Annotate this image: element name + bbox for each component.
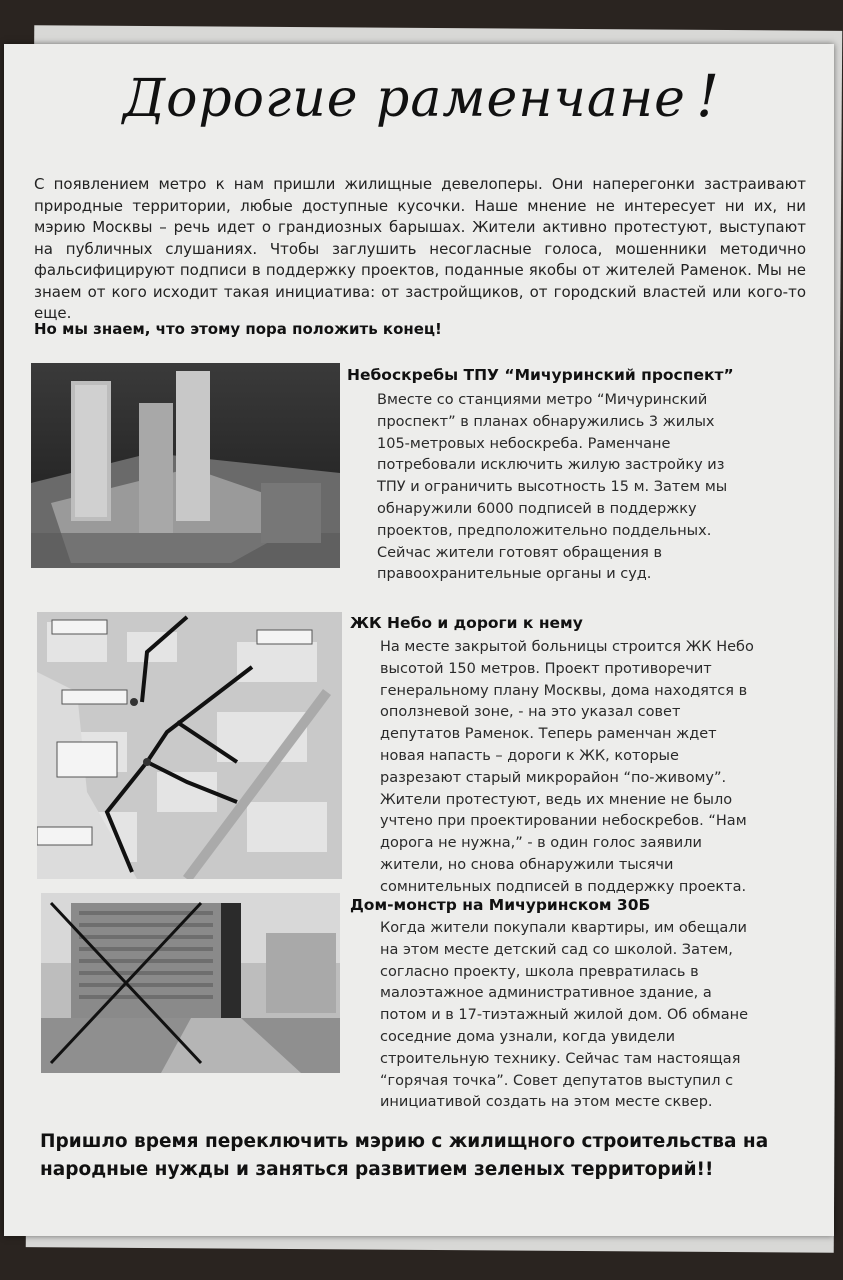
section-2-line: жители, но снова обнаружили тысячи [380, 856, 674, 873]
roads-map-image [37, 612, 342, 879]
section-2-title: ЖК Небо и дороги к нему [350, 614, 583, 632]
section-2-line: оползневой зоне, - на это указал совет [380, 704, 681, 721]
skyscrapers-render-photo [31, 363, 340, 568]
leaflet-title [0, 62, 843, 130]
section-1-line: правоохранительные органы и суд. [377, 566, 652, 583]
section-2-line: депутатов Раменок. Теперь раменчан ждет [380, 726, 717, 743]
section-3-line: малоэтажное административное здание, а [380, 985, 712, 1002]
section-2-line: На месте закрытой больницы строится ЖК Небо [380, 639, 754, 655]
section-3-line: согласно проекту, школа превратилась в [380, 963, 699, 980]
section-3-line: соседние дома узнали, когда увидели [380, 1028, 676, 1045]
section-2-line: новая напасть – дороги к ЖК, которые [380, 747, 679, 764]
section-3-title: Дом-монстр на Мичуринском 30Б [350, 896, 651, 914]
section-3-line: “горячая точка”. Совет депутатов выступил с [380, 1072, 734, 1089]
section-1-body [377, 390, 817, 586]
section-2-line: высотой 150 метров. Проект противоречит [380, 660, 712, 677]
section-3-line: Когда жители покупали квартиры, им обещали [380, 920, 747, 936]
intro-paragraph: С появлением метро к нам пришли жилищные девелоперы. Они наперегонки застраивают природные территории, любые доступные кусочки. Наше мнение не интересует ни их, ни мэрию Москвы – речь идет о грандиозных барышах. Жители активно протестуют, выступают на публичных слушаниях. Чтобы заглушить несогласные голоса, мошенники методично фальсифицируют подписи в поддержку проектов, поданные якобы от жителей Раменок. Мы не знаем от кого исходит такая инициатива: от застройщиков, от городский властей или кого-то еще. [34, 175, 806, 322]
section-1-line: Сейчас жители готовят обращения в [377, 544, 663, 561]
section-1-line: проспект” в планах обнаружились 3 жилых [377, 413, 715, 430]
section-2-line: сомнительных подписей в поддержку проекта. [380, 878, 747, 895]
title-exclamation: ! [695, 62, 721, 130]
section-1-line: обнаружили 6000 подписей в поддержку [377, 500, 697, 517]
monster-house-photo [41, 893, 340, 1073]
section-2-line: Жители протестуют, ведь их мнение не было [380, 791, 733, 808]
section-2-line: разрезают старый микрорайон “по-живому”. [380, 769, 727, 786]
section-2-line: учтено при проектировании небоскребов. “Нам [380, 813, 747, 830]
section-1-line: 105-метровых небоскреба. Раменчане [377, 435, 671, 452]
section-1-line: потребовали исключить жилую застройку из [377, 457, 725, 474]
intro-bold-line: Но мы знаем, что этому пора положить конец! [34, 320, 442, 338]
section-2-line: генеральному плану Москвы, дома находятся в [380, 682, 748, 699]
closing-call-to-action: Пришло время переключить мэрию с жилищного строительства на народные нужды и заняться развитием зеленых территорий!! [40, 1131, 769, 1180]
section-3-body [380, 918, 820, 1114]
section-3-line: на этом месте детский сад со школой. Затем, [380, 941, 733, 958]
section-1-line: проектов, предположительно поддельных. [377, 522, 712, 539]
section-2-line: дорога не нужна,” - в один голос заявили [380, 835, 702, 852]
section-1-title: Небоскребы ТПУ “Мичуринский проспект” [347, 366, 734, 384]
section-1-line: Вместе со станциями метро “Мичуринский [377, 392, 708, 408]
title-text: Дорогие раменчане [122, 69, 686, 129]
section-1-line: ТПУ и ограничить высотность 15 м. Затем мы [377, 479, 728, 496]
section-2-body [380, 637, 820, 899]
section-3-line: строительную технику. Сейчас там настоящая [380, 1050, 741, 1067]
section-3-line: инициативой создать на этом месте сквер. [380, 1094, 713, 1111]
section-3-line: потом и в 17-тиэтажный жилой дом. Об обмане [380, 1007, 748, 1024]
